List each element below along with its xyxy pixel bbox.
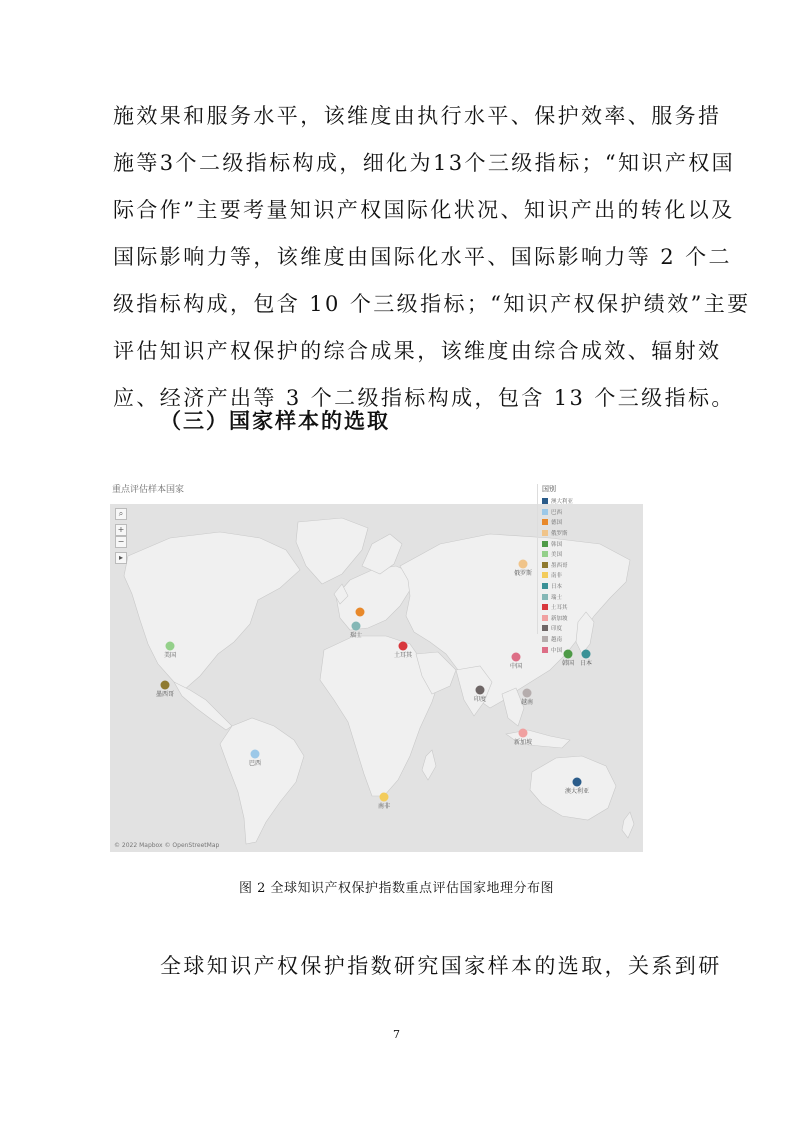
legend-label: 巴西 <box>551 509 563 516</box>
legend-item <box>542 644 582 655</box>
legend-item <box>542 570 582 581</box>
legend-item <box>542 549 582 560</box>
paragraph-line: 级指标构成，包含 10 个三级指标；“知识产权保护绩效”主要 <box>113 292 751 316</box>
legend-swatch <box>542 541 548 547</box>
paragraph-line: 国际影响力等，该维度由国际化水平、国际影响力等 2 个二 <box>113 245 732 269</box>
country-point[interactable] <box>352 622 361 631</box>
legend-swatch <box>542 572 548 578</box>
legend-item <box>542 634 582 645</box>
country-label: 墨西哥 <box>155 691 175 698</box>
map-title: 重点评估样本国家 <box>112 485 185 495</box>
legend-swatch <box>542 562 548 568</box>
legend-label: 土耳其 <box>551 605 568 612</box>
legend-label: 韩国 <box>551 541 563 548</box>
country-label: 澳大利亚 <box>564 788 590 795</box>
legend-swatch <box>542 509 548 515</box>
country-label: 南非 <box>377 803 391 810</box>
legend-swatch <box>542 636 548 642</box>
legend-item <box>542 517 582 528</box>
country-label: 日本 <box>579 660 593 667</box>
legend-label: 南非 <box>551 573 563 580</box>
legend-swatch <box>542 615 548 621</box>
legend-item <box>542 560 582 571</box>
legend-item <box>542 591 582 602</box>
legend-swatch <box>542 530 548 536</box>
legend-swatch <box>542 551 548 557</box>
country-point[interactable] <box>251 750 260 759</box>
legend-label: 澳大利亚 <box>551 499 574 506</box>
country-point[interactable] <box>356 608 365 617</box>
page-number: 7 <box>393 1028 400 1041</box>
legend-swatch <box>542 604 548 610</box>
legend-swatch <box>542 647 548 653</box>
map-search-button[interactable]: ⌕ <box>115 508 127 520</box>
country-label: 美国 <box>163 652 177 659</box>
legend-item <box>542 602 582 613</box>
legend-item <box>542 528 582 539</box>
paragraph-line: 评估知识产权保护的综合成果，该维度由综合成效、辐射效 <box>113 339 722 363</box>
legend-item <box>542 507 582 518</box>
paragraph-line: 全球知识产权保护指数研究国家样本的选取，关系到研 <box>160 954 722 978</box>
country-point[interactable] <box>476 686 485 695</box>
map-zoom-in-button[interactable]: + <box>115 524 127 536</box>
paragraph-line: 际合作”主要考量知识产权国际化状况、知识产出的转化以及 <box>113 198 735 222</box>
legend-swatch <box>542 583 548 589</box>
country-label: 巴西 <box>248 760 262 767</box>
legend-item <box>542 581 582 592</box>
legend-swatch <box>542 594 548 600</box>
legend-swatch <box>542 498 548 504</box>
legend-label: 新加坡 <box>551 615 568 622</box>
legend-item <box>542 496 582 507</box>
country-label: 印度 <box>473 696 487 703</box>
legend-item <box>542 623 582 634</box>
country-point[interactable] <box>573 778 582 787</box>
country-point[interactable] <box>161 681 170 690</box>
legend-label: 美国 <box>551 552 563 559</box>
legend-label: 瑞士 <box>551 594 563 601</box>
legend-item <box>542 538 582 549</box>
legend-label: 德国 <box>551 520 563 527</box>
paragraph-line: 应、经济产出等 3 个二级指标构成，包含 13 个三级指标。 <box>113 386 735 410</box>
country-label: 土耳其 <box>393 652 413 659</box>
map-attribution: © 2022 Mapbox © OpenStreetMap <box>114 842 220 849</box>
country-point[interactable] <box>512 653 521 662</box>
legend-label: 俄罗斯 <box>551 531 568 538</box>
country-point[interactable] <box>166 642 175 651</box>
paragraph-line: 施等3个二级指标构成，细化为13个三级指标；“知识产权国 <box>113 151 736 175</box>
section-heading: （三）国家样本的选取 <box>160 408 390 433</box>
legend-item <box>542 613 582 624</box>
country-point[interactable] <box>399 642 408 651</box>
legend-label: 印度 <box>551 626 563 633</box>
paragraph-line: 施效果和服务水平，该维度由执行水平、保护效率、服务措 <box>113 104 722 128</box>
country-point[interactable] <box>582 650 591 659</box>
figure-caption: 图 2 全球知识产权保护指数重点评估国家地理分布图 <box>238 881 555 896</box>
legend-label: 日本 <box>551 584 563 591</box>
country-point[interactable] <box>519 560 528 569</box>
country-point[interactable] <box>523 689 532 698</box>
country-label: 新加坡 <box>513 739 533 746</box>
map-zoom-out-button[interactable]: − <box>115 536 127 548</box>
country-point[interactable] <box>519 729 528 738</box>
country-label: 越南 <box>520 699 534 706</box>
legend-title: 国别 <box>542 485 556 493</box>
legend-label: 越南 <box>551 637 563 644</box>
country-label: 韩国 <box>561 660 575 667</box>
country-point[interactable] <box>380 793 389 802</box>
legend-swatch <box>542 519 548 525</box>
country-label: 俄罗斯 <box>513 570 533 577</box>
country-label: 瑞士 <box>349 632 363 639</box>
country-label: 中国 <box>509 663 523 670</box>
legend-label: 中国 <box>551 647 563 654</box>
map-legend <box>537 484 582 654</box>
map-pan-button[interactable]: ▸ <box>115 552 127 564</box>
legend-label: 墨西哥 <box>551 562 568 569</box>
legend-swatch <box>542 625 548 631</box>
